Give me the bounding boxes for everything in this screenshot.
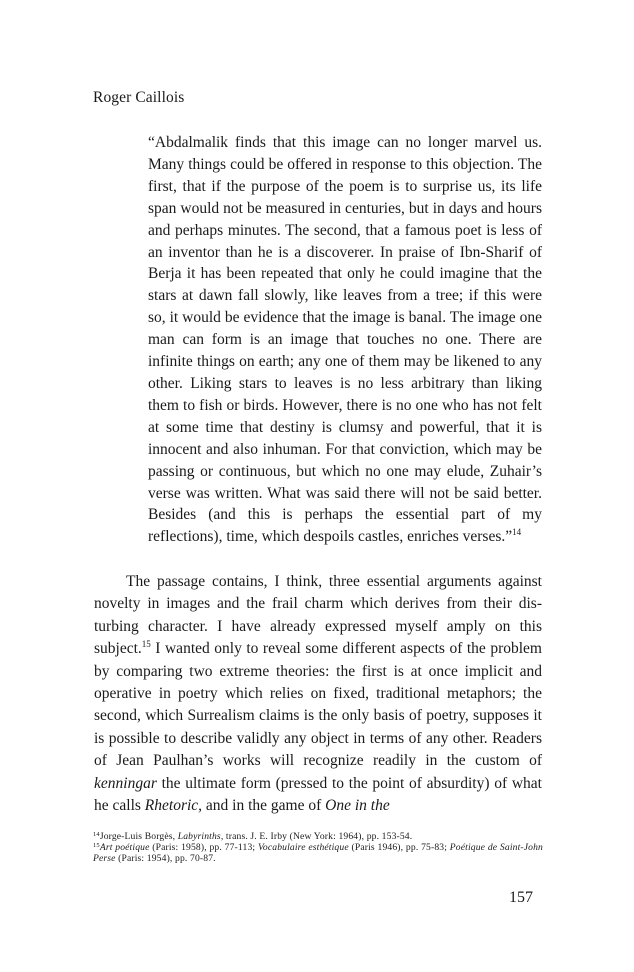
term-rhetoric: Rhetoric, [144,797,203,815]
running-head-author: Roger Caillois [93,89,185,106]
footnote-number: 15 [93,842,100,850]
page-number: 157 [509,889,533,906]
footnote-ref-14[interactable]: 14 [512,527,522,538]
footnotes [93,831,543,865]
term-kenningar: kenningar [94,774,157,792]
paragraph-text-1: The passage contains, I think, three essential arguments against novelty in images and the frail charm which derives from their disturbing character. I have already expressed myself amply on this subject. [94,573,542,658]
footnote-15: $^{15}$Art poétique (Paris: 1958), pp. 77-113; Vocabulaire esthétique (Paris 1946), pp. 75-83; Poétique de Saint-John Perse (Paris: 1954), pp. 70-87. [93,842,543,865]
footnote-ref-15[interactable]: 15 [141,639,151,650]
paragraph-text-3: the ultimate form (pressed to the point of absurdity) of what he calls [94,774,542,815]
block-quotation [148,132,542,548]
paragraph-text-2: I wanted only to reveal some different aspects of the problem by comparing two extreme theories: the first is at once implicit and operative in poetry which relies on fixed, traditional metaphors; the second, which Surrealism claims is the only basis of poetry, supposes it is possible to describe validly any object in terms of any other. Readers of Jean Paulhan’s works will recognize readily in the custom of [94,640,542,770]
quotation-text: “Abdalmalik finds that this image can no longer marvel us. Many things could be offered in response to this objection. The first, that if the purpose of the poem is to surprise us, its life span would not be measured in centuries, but in days and hours and perhaps minutes. The second, that a famous poet is less of an inventor than he is a discoverer. In praise of Ibn-Sharif of Berja it has been repeated that only he could imagine that the stars at dawn fall slowly, like leaves from a tree; if this were so, it would be evidence that the image is banal. The image one man can form is an image that touches no one. There are infinite things on earth; any one of them may be likened to any other. Liking stars to leaves is no less arbitrary than liking them to fish or birds. However, there is no one who has not felt at some time that destiny is clumsy and powerful, that it is innocent and also inhuman. For that conviction, which may be passing or continuous, but which no one may elude, Zuhair’s verse was written. What was said there will not be said better. Besides (and this is perhaps the essential part of my reflections), time, which despoils castles, enriches verses.” [148,134,542,546]
term-one-in-the: One in the [325,797,390,815]
paragraph-text-4: and in the game of [202,797,326,815]
body-paragraph [94,571,542,817]
footnote-14: $^{14}$Jorge-Luis Borgès, Labyrinths, trans. J. E. Irby (New York: 1964), pp. 153-54. [93,831,413,842]
footnote-number: 14 [93,831,100,838]
